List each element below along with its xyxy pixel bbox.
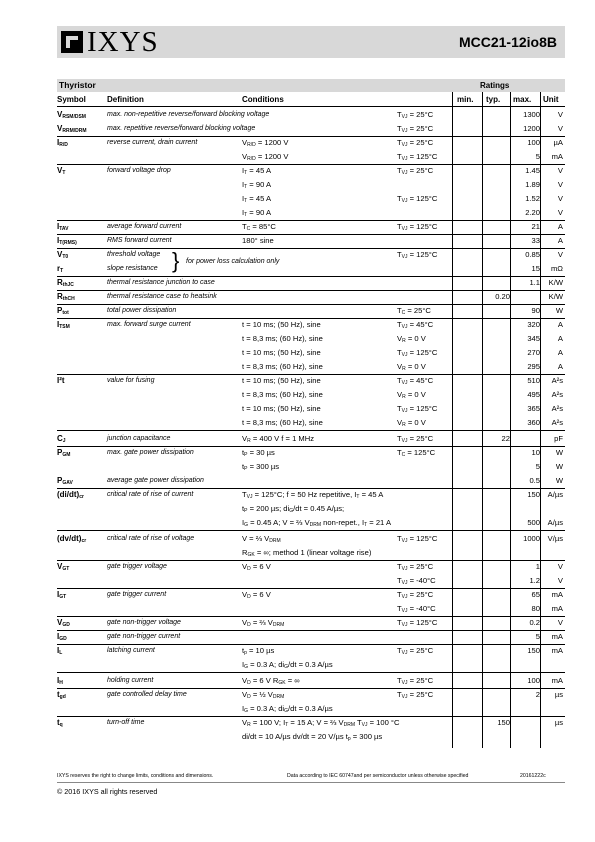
max-value: 320 bbox=[527, 320, 540, 329]
unit-value: A bbox=[557, 334, 563, 343]
definition-cell: max. gate power dissipation bbox=[107, 449, 194, 456]
symbol-cell: $I_{TSM}$ bbox=[57, 320, 70, 330]
max-value: 2 bbox=[535, 690, 540, 699]
conditions-cell: $t_P = 200$ µs; $di_G/dt = 0.45$ A/µs; bbox=[242, 504, 345, 514]
max-value: 1.1 bbox=[529, 278, 540, 287]
unit-value: A bbox=[557, 320, 563, 329]
col-divider bbox=[540, 92, 541, 748]
unit-value: K/W bbox=[548, 278, 563, 287]
definition-cell: max. repetitive reverse/forward blocking voltage bbox=[107, 125, 256, 132]
conditions-cell: t = 8,3 ms; (60 Hz), sine bbox=[242, 390, 323, 399]
unit-value: W bbox=[555, 462, 563, 471]
conditions-cell: $V_D$ = ⅔ $V_{DRM}$ bbox=[242, 618, 285, 628]
conditions-cell: $R_{GK}$ = ∞; method 1 (linear voltage rise) bbox=[242, 548, 372, 558]
col-unit: Unit bbox=[543, 95, 559, 104]
definition-cell: total power dissipation bbox=[107, 307, 177, 314]
max-value: 0.5 bbox=[529, 476, 540, 485]
footer-date-code: 20161222c bbox=[520, 773, 546, 779]
col-divider bbox=[510, 92, 511, 748]
temperature-condition-cell: $T_{VJ} = 25^\circ C$ bbox=[397, 676, 434, 686]
temperature-condition-cell: $T_{VJ} = 45^\circ C$ bbox=[397, 376, 434, 386]
conditions-cell: t = 10 ms; (50 Hz), sine bbox=[242, 348, 321, 357]
conditions-cell: $I_G = 0.3$ A; $di_G/dt = 0.3$ A/µs bbox=[242, 704, 333, 714]
conditions-cell: $V_D$ = ½ $V_{DRM}$ bbox=[242, 690, 285, 700]
unit-value: A/µs bbox=[547, 490, 563, 499]
part-number: MCC21-12io8B bbox=[458, 34, 557, 50]
max-value: 1.45 bbox=[525, 166, 540, 175]
unit-value: A bbox=[557, 222, 563, 231]
unit-value: mA bbox=[551, 590, 563, 599]
conditions-cell: $V_{R/D} = 1200$ V bbox=[242, 152, 289, 162]
unit-value: A²s bbox=[551, 404, 563, 413]
max-value: 80 bbox=[531, 604, 540, 613]
section-title: Thyristor bbox=[59, 80, 96, 90]
definition-cell: RMS forward current bbox=[107, 237, 172, 244]
temperature-condition-cell: $T_{VJ} = 25^\circ C$ bbox=[397, 124, 434, 134]
unit-value: K/W bbox=[548, 292, 563, 301]
conditions-cell: $V_D = 6$ V $R_{GK}$ = ∞ bbox=[242, 676, 300, 686]
unit-value: mA bbox=[551, 646, 563, 655]
max-value: 21 bbox=[531, 222, 540, 231]
temperature-condition-cell: $T_C = 25^\circ C$ bbox=[397, 306, 431, 316]
unit-value: mΩ bbox=[550, 264, 563, 273]
definition-cell: critical rate of rise of voltage bbox=[107, 535, 195, 542]
conditions-cell: $I_T = 90$ A bbox=[242, 180, 272, 190]
max-value: 1.2 bbox=[529, 576, 540, 585]
temperature-condition-cell: $T_{VJ} = 25^\circ C$ bbox=[397, 562, 434, 572]
col-symbol: Symbol bbox=[57, 95, 86, 104]
conditions-cell: $T_{VJ} = 125^\circ C$; f = 50 Hz repetitive, $I_T = 45$ A bbox=[242, 490, 384, 500]
symbol-cell: $I_L$ bbox=[57, 646, 63, 656]
symbol-cell: $I_H$ bbox=[57, 676, 63, 686]
temperature-condition-cell: $T_{VJ} = 25^\circ C$ bbox=[397, 138, 434, 148]
conditions-cell: $I_G = 0.3$ A; $di_G/dt = 0.3$ A/µs bbox=[242, 660, 333, 670]
row-rule bbox=[57, 530, 565, 531]
max-value: 345 bbox=[527, 334, 540, 343]
definition-cell: thermal resistance junction to case bbox=[107, 279, 215, 286]
symbol-cell: $C_J$ bbox=[57, 434, 66, 444]
unit-value: W bbox=[555, 306, 563, 315]
unit-value: V bbox=[557, 576, 563, 585]
temperature-condition-cell: $T_{VJ} = 125^\circ C$ bbox=[397, 348, 438, 358]
symbol-cell: $I_{R/D}$ bbox=[57, 138, 68, 148]
max-value: 0.2 bbox=[529, 618, 540, 627]
col-min: min. bbox=[457, 95, 474, 104]
temperature-condition-cell: $T_{VJ} = 125^\circ C$ bbox=[397, 618, 438, 628]
temperature-condition-cell: $T_{VJ} = -40^\circ C$ bbox=[397, 604, 436, 614]
conditions-cell: di/dt = 10 A/µs dv/dt = 20 V/µs $t_p = 300$ µs bbox=[242, 732, 383, 742]
max-value: 1 bbox=[535, 562, 540, 571]
unit-value: V bbox=[557, 250, 563, 259]
unit-value: W bbox=[555, 448, 563, 457]
col-conditions: Conditions bbox=[242, 95, 284, 104]
unit-value: A²s bbox=[551, 376, 563, 385]
conditions-cell: $V_D = 6$ V bbox=[242, 562, 271, 572]
definition-cell: threshold voltage bbox=[107, 251, 161, 258]
symbol-cell: $I_{GT}$ bbox=[57, 590, 67, 600]
brace-icon: } bbox=[172, 248, 180, 273]
unit-value: µA bbox=[553, 138, 563, 147]
max-value: 100 bbox=[527, 138, 540, 147]
max-value: 90 bbox=[531, 306, 540, 315]
conditions-cell: $I_G = 0.45$ A; V = ⅔ $V_{DRM}$ non-repet., $I_T = 21$ A bbox=[242, 518, 392, 528]
max-value: 1.89 bbox=[525, 180, 540, 189]
unit-value: V bbox=[557, 110, 563, 119]
unit-value: V bbox=[557, 180, 563, 189]
symbol-cell: $t_q$ bbox=[57, 718, 63, 728]
max-value: 270 bbox=[527, 348, 540, 357]
conditions-cell: t = 10 ms; (50 Hz), sine bbox=[242, 376, 321, 385]
header-rule bbox=[57, 106, 565, 107]
conditions-cell: $I_T = 45$ A bbox=[242, 194, 272, 204]
temperature-condition-cell: $T_{VJ} = 25^\circ C$ bbox=[397, 434, 434, 444]
temperature-condition-cell: $T_{VJ} = 25^\circ C$ bbox=[397, 110, 434, 120]
conditions-cell: $t_P = 300$ µs bbox=[242, 462, 280, 472]
typ-value: 150 bbox=[497, 718, 510, 727]
definition-cell: average forward current bbox=[107, 223, 182, 230]
unit-value: A bbox=[557, 362, 563, 371]
max-value: 5 bbox=[535, 462, 540, 471]
unit-value: V bbox=[557, 194, 563, 203]
max-value: 365 bbox=[527, 404, 540, 413]
col-divider bbox=[452, 92, 453, 748]
brand-name: IXYS bbox=[87, 26, 159, 58]
ratings-label: Ratings bbox=[480, 81, 510, 90]
brace-note: for power loss calculation only bbox=[186, 258, 280, 265]
definition-cell: junction capacitance bbox=[107, 435, 171, 442]
symbol-cell: $V_{GT}$ bbox=[57, 562, 70, 572]
temperature-condition-cell: $T_{VJ} = 125^\circ C$ bbox=[397, 222, 438, 232]
definition-cell: holding current bbox=[107, 677, 154, 684]
max-value: 33 bbox=[531, 236, 540, 245]
conditions-cell: V = ⅔ $V_{DRM}$ bbox=[242, 534, 281, 544]
unit-value: mA bbox=[551, 604, 563, 613]
temperature-condition-cell: $T_{VJ} = -40^\circ C$ bbox=[397, 576, 436, 586]
max-value: 2.20 bbox=[525, 208, 540, 217]
definition-cell: gate controlled delay time bbox=[107, 691, 187, 698]
copyright: © 2016 IXYS all rights reserved bbox=[57, 787, 158, 796]
brand-logo bbox=[57, 26, 159, 58]
typ-value: 0.20 bbox=[495, 292, 510, 301]
definition-cell: max. non-repetitive reverse/forward blocking voltage bbox=[107, 111, 270, 118]
temperature-condition-cell: $T_C = 125^\circ C$ bbox=[397, 448, 436, 458]
conditions-cell: $V_R = 400$ V f = 1 MHz bbox=[242, 434, 315, 444]
definition-cell: latching current bbox=[107, 647, 155, 654]
conditions-cell: $V_D = 6$ V bbox=[242, 590, 271, 600]
max-value: 65 bbox=[531, 590, 540, 599]
conditions-cell: $I_T = 90$ A bbox=[242, 208, 272, 218]
temperature-condition-cell: $T_{VJ} = 125^\circ C$ bbox=[397, 534, 438, 544]
unit-value: mA bbox=[551, 152, 563, 161]
temperature-condition-cell: $T_{VJ} = 125^\circ C$ bbox=[397, 152, 438, 162]
col-max: max. bbox=[513, 95, 532, 104]
temperature-condition-cell: $V_R = 0$ V bbox=[397, 418, 426, 428]
definition-cell: max. forward surge current bbox=[107, 321, 191, 328]
symbol-cell: $V_T$ bbox=[57, 166, 66, 176]
symbol-cell: $t_{gd}$ bbox=[57, 690, 66, 700]
max-value: 1300 bbox=[523, 110, 540, 119]
max-value: 150 bbox=[527, 646, 540, 655]
unit-value: V bbox=[557, 208, 563, 217]
definition-cell: thermal resistance case to heatsink bbox=[107, 293, 217, 300]
max-value: 150 bbox=[527, 490, 540, 499]
conditions-cell: $V_{R/D} = 1200$ V bbox=[242, 138, 289, 148]
symbol-cell: $(dv/dt)_{cr}$ bbox=[57, 534, 87, 544]
max-value: 1.52 bbox=[525, 194, 540, 203]
conditions-cell: t = 10 ms; (50 Hz), sine bbox=[242, 320, 321, 329]
definition-cell: value for fusing bbox=[107, 377, 155, 384]
symbol-cell: $P_{tot}$ bbox=[57, 306, 69, 316]
unit-value: pF bbox=[554, 434, 563, 443]
definition-cell: critical rate of rise of current bbox=[107, 491, 194, 498]
definition-cell: forward voltage drop bbox=[107, 167, 171, 174]
ixys-logo-icon bbox=[61, 31, 83, 53]
unit-value: V/µs bbox=[547, 534, 563, 543]
conditions-cell: $T_C = 85^\circ C$ bbox=[242, 222, 276, 232]
symbol-cell: $r_T$ bbox=[57, 264, 64, 274]
col-divider bbox=[482, 92, 483, 748]
row-rule bbox=[57, 672, 565, 673]
definition-cell: average gate power dissipation bbox=[107, 477, 204, 484]
unit-value: mA bbox=[551, 676, 563, 685]
unit-value: V bbox=[557, 166, 563, 175]
unit-value: A/µs bbox=[547, 518, 563, 527]
temperature-condition-cell: $T_{VJ} = 125^\circ C$ bbox=[397, 404, 438, 414]
footer-rule bbox=[57, 782, 565, 783]
temperature-condition-cell: $T_{VJ} = 25^\circ C$ bbox=[397, 646, 434, 656]
max-value: 510 bbox=[527, 376, 540, 385]
temperature-condition-cell: $V_R = 0$ V bbox=[397, 362, 426, 372]
symbol-cell: $P_{GM}$ bbox=[57, 448, 71, 458]
symbol-cell: I²t bbox=[57, 376, 65, 385]
temperature-condition-cell: $T_{VJ} = 125^\circ C$ bbox=[397, 250, 438, 260]
footer-standard: Data according to IEC 60747and per semiconductor unless otherwise specified bbox=[287, 773, 469, 779]
unit-value: V bbox=[557, 124, 563, 133]
temperature-condition-cell: $T_{VJ} = 25^\circ C$ bbox=[397, 690, 434, 700]
unit-value: µs bbox=[554, 690, 563, 699]
max-value: 1200 bbox=[523, 124, 540, 133]
footer-disclaimer: IXYS reserves the right to change limits, conditions and dimensions. bbox=[57, 773, 214, 779]
symbol-cell: $I_{GD}$ bbox=[57, 632, 67, 642]
max-value: 500 bbox=[527, 518, 540, 527]
symbol-cell: $R_{thCH}$ bbox=[57, 292, 75, 302]
unit-value: A bbox=[557, 348, 563, 357]
definition-cell: turn-off time bbox=[107, 719, 145, 726]
max-value: 5 bbox=[535, 152, 540, 161]
unit-value: W bbox=[555, 476, 563, 485]
conditions-cell: t = 8,3 ms; (60 Hz), sine bbox=[242, 334, 323, 343]
typ-value: 22 bbox=[501, 434, 510, 443]
conditions-cell: 180° sine bbox=[242, 236, 274, 245]
unit-value: V bbox=[557, 618, 563, 627]
symbol-cell: $P_{GAV}$ bbox=[57, 476, 73, 486]
col-definition: Definition bbox=[107, 95, 144, 104]
unit-value: V bbox=[557, 562, 563, 571]
conditions-cell: $V_R = 100$ V; $I_T = 15$ A; V = ⅔ $V_{DRM}$ $T_{VJ} = 100$ °C bbox=[242, 718, 400, 728]
col-typ: typ. bbox=[486, 95, 501, 104]
temperature-condition-cell: $V_R = 0$ V bbox=[397, 390, 426, 400]
definition-cell: gate trigger voltage bbox=[107, 563, 167, 570]
max-value: 0.85 bbox=[525, 250, 540, 259]
unit-value: mA bbox=[551, 632, 563, 641]
symbol-cell: $I_{T(RMS)}$ bbox=[57, 236, 77, 246]
definition-cell: gate non-trigger current bbox=[107, 633, 181, 640]
temperature-condition-cell: $V_R = 0$ V bbox=[397, 334, 426, 344]
max-value: 100 bbox=[527, 676, 540, 685]
max-value: 15 bbox=[531, 264, 540, 273]
conditions-cell: t = 8,3 ms; (60 Hz), sine bbox=[242, 418, 323, 427]
max-value: 10 bbox=[531, 448, 540, 457]
temperature-condition-cell: $T_{VJ} = 125^\circ C$ bbox=[397, 194, 438, 204]
temperature-condition-cell: $T_{VJ} = 25^\circ C$ bbox=[397, 166, 434, 176]
conditions-cell: t = 8,3 ms; (60 Hz), sine bbox=[242, 362, 323, 371]
max-value: 360 bbox=[527, 418, 540, 427]
symbol-cell: $R_{thJC}$ bbox=[57, 278, 74, 288]
max-value: 295 bbox=[527, 362, 540, 371]
conditions-cell: $t_p = 10$ µs bbox=[242, 646, 275, 656]
conditions-cell: $I_T = 45$ A bbox=[242, 166, 272, 176]
definition-cell: reverse current, drain current bbox=[107, 139, 198, 146]
symbol-cell: $V_{RSM/DSM}$ bbox=[57, 110, 86, 120]
max-value: 1000 bbox=[523, 534, 540, 543]
unit-value: A²s bbox=[551, 418, 563, 427]
max-value: 5 bbox=[535, 632, 540, 641]
symbol-cell: $(di/dt)_{cr}$ bbox=[57, 490, 84, 500]
temperature-condition-cell: $T_{VJ} = 25^\circ C$ bbox=[397, 590, 434, 600]
max-value: 495 bbox=[527, 390, 540, 399]
symbol-cell: $V_{GD}$ bbox=[57, 618, 70, 628]
definition-cell: gate non-trigger voltage bbox=[107, 619, 181, 626]
unit-value: µs bbox=[554, 718, 563, 727]
symbol-cell: $V_{RRM/DRM}$ bbox=[57, 124, 87, 134]
conditions-cell: t = 10 ms; (50 Hz), sine bbox=[242, 404, 321, 413]
conditions-cell: $t_P = 30$ µs bbox=[242, 448, 275, 458]
symbol-cell: $V_{T0}$ bbox=[57, 250, 69, 260]
symbol-cell: $I_{TAV}$ bbox=[57, 222, 69, 232]
unit-value: A bbox=[557, 236, 563, 245]
row-rule bbox=[57, 430, 565, 431]
unit-value: A²s bbox=[551, 390, 563, 399]
temperature-condition-cell: $T_{VJ} = 45^\circ C$ bbox=[397, 320, 434, 330]
page-header bbox=[57, 26, 565, 58]
definition-cell: gate trigger current bbox=[107, 591, 167, 598]
definition-cell: slope resistance bbox=[107, 265, 158, 272]
